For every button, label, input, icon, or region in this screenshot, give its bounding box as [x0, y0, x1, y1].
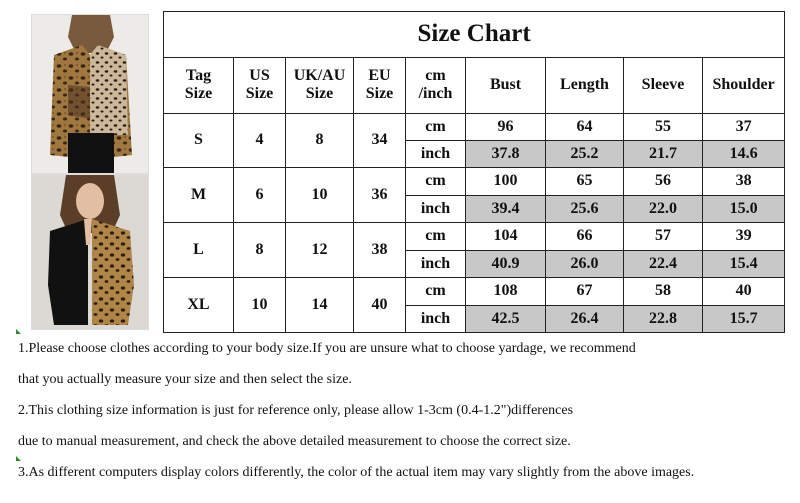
bust-cell: 42.5: [466, 305, 546, 332]
sleeve-cell: 55: [624, 113, 703, 140]
length-cell: 66: [546, 223, 624, 250]
bust-cell: 40.9: [466, 250, 546, 277]
unit-cell: cm: [406, 223, 466, 250]
shoulder-cell: 15.7: [703, 305, 785, 332]
unit-cell: cm: [406, 113, 466, 140]
length-cell: 26.4: [546, 305, 624, 332]
note-line-3: 2.This clothing size information is just for reference only, please allow 1-3cm (0.4-1.2")differences: [18, 403, 574, 418]
eu-size-cell: 34: [354, 113, 406, 168]
tag-size-cell: L: [164, 223, 234, 278]
uk-size-cell: 12: [286, 223, 354, 278]
us-size-cell: 8: [234, 223, 286, 278]
us-size-cell: 10: [234, 278, 286, 333]
note-line-2: that you actually measure your size and then select the size.: [18, 372, 352, 387]
note-line-5: 3.As different computers display colors differently, the color of the actual item may vary slightly from the above images.: [18, 465, 695, 480]
shoulder-cell: 15.0: [703, 195, 785, 222]
header-unit: cm /inch: [406, 57, 466, 113]
length-cell: 64: [546, 113, 624, 140]
length-cell: 67: [546, 278, 624, 305]
length-cell: 26.0: [546, 250, 624, 277]
header-bust: Bust: [466, 57, 546, 113]
shoulder-cell: 15.4: [703, 250, 785, 277]
unit-cell: inch: [406, 250, 466, 277]
corner-tick-icon: [16, 456, 21, 461]
eu-size-cell: 36: [354, 168, 406, 223]
uk-size-cell: 10: [286, 168, 354, 223]
table-row: [164, 278, 785, 305]
shoulder-cell: 38: [703, 168, 785, 195]
table-row: [164, 113, 785, 140]
bust-cell: 39.4: [466, 195, 546, 222]
corner-tick-icon: [16, 329, 21, 334]
shoulder-cell: 39: [703, 223, 785, 250]
unit-cell: cm: [406, 278, 466, 305]
us-size-cell: 4: [234, 113, 286, 168]
header-length: Length: [546, 57, 624, 113]
table-row: [164, 168, 785, 195]
sleeve-cell: 21.7: [624, 140, 703, 167]
header-tag-size: Tag Size: [164, 57, 234, 113]
size-chart-title: Size Chart: [164, 12, 785, 58]
shoulder-cell: 37: [703, 113, 785, 140]
unit-cell: inch: [406, 140, 466, 167]
sleeve-cell: 58: [624, 278, 703, 305]
note-line-1: 1.Please choose clothes according to your body size.If you are unsure what to choose yardage, we recommend: [18, 341, 636, 356]
unit-cell: inch: [406, 305, 466, 332]
shoulder-cell: 40: [703, 278, 785, 305]
product-photo-front: [31, 14, 149, 174]
unit-cell: inch: [406, 195, 466, 222]
eu-size-cell: 38: [354, 223, 406, 278]
length-cell: 25.2: [546, 140, 624, 167]
uk-size-cell: 14: [286, 278, 354, 333]
length-cell: 65: [546, 168, 624, 195]
sleeve-cell: 22.8: [624, 305, 703, 332]
sleeve-cell: 22.4: [624, 250, 703, 277]
header-uk-au-size: UK/AU Size: [286, 57, 354, 113]
length-cell: 25.6: [546, 195, 624, 222]
eu-size-cell: 40: [354, 278, 406, 333]
bust-cell: 108: [466, 278, 546, 305]
bust-cell: 96: [466, 113, 546, 140]
table-row: [164, 223, 785, 250]
header-eu-size: EU Size: [354, 57, 406, 113]
header-sleeve: Sleeve: [624, 57, 703, 113]
bust-cell: 104: [466, 223, 546, 250]
tag-size-cell: XL: [164, 278, 234, 333]
sleeve-cell: 57: [624, 223, 703, 250]
sleeve-cell: 22.0: [624, 195, 703, 222]
size-chart-table: [163, 11, 785, 333]
bust-cell: 100: [466, 168, 546, 195]
unit-cell: cm: [406, 168, 466, 195]
header-shoulder: Shoulder: [703, 57, 785, 113]
sleeve-cell: 56: [624, 168, 703, 195]
header-us-size: US Size: [234, 57, 286, 113]
note-line-4: due to manual measurement, and check the above detailed measurement to choose the correct size.: [18, 434, 571, 449]
bust-cell: 37.8: [466, 140, 546, 167]
tag-size-cell: S: [164, 113, 234, 168]
tag-size-cell: M: [164, 168, 234, 223]
shoulder-cell: 14.6: [703, 140, 785, 167]
product-photo-model: [31, 174, 149, 330]
uk-size-cell: 8: [286, 113, 354, 168]
header-row: [164, 57, 785, 113]
us-size-cell: 6: [234, 168, 286, 223]
